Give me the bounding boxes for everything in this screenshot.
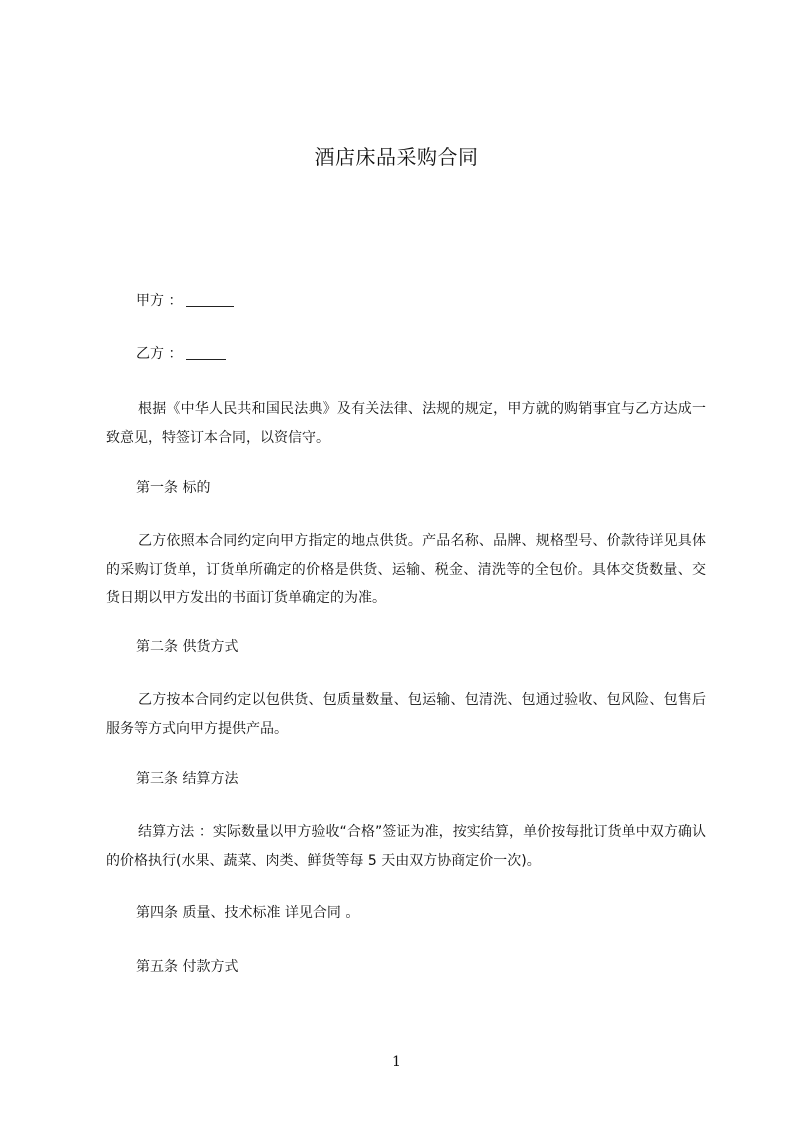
- section-body: 乙方依照本合同约定向甲方指定的地点供货。产品名称、品牌、规格型号、价款待详见具体的采购订货单，订货单所确定的价格是供货、运输、税金、清洗等的全包价。具体交货数量、交货日期以甲方发出的书面订货单确定的为准。: [106, 533, 706, 606]
- section-heading: 第五条 付款方式: [136, 959, 239, 975]
- section-heading: 第一条 标的: [136, 480, 211, 496]
- party-b-line: [106, 340, 736, 368]
- section-heading: 第二条 供货方式: [136, 639, 239, 655]
- party-a-label: 甲方 ：: [136, 293, 183, 309]
- party-a-line: [106, 287, 736, 315]
- intro-paragraph: 根据《中华人民共和国民法典》及有关法律、法规的规定，甲方就的购销事宜与乙方达成一致意见，特签订本合同，以资信守。: [106, 401, 706, 446]
- party-b-blank: [186, 345, 226, 360]
- document-title: 酒店床品采购合同: [314, 145, 479, 169]
- section-body: 结算方法 ：实际数量以甲方验收“合格”签证为准，按实结算，单价按每批订货单中双方确认的价格执行(水果、蔬菜、肉类、鲜货等每 5 天由双方协商定价一次)。: [106, 824, 706, 869]
- section-heading: 第四条 质量、技术标准 详见合同 。: [136, 905, 360, 921]
- party-b-label: 乙方 ：: [136, 346, 183, 362]
- party-a-blank: [186, 292, 234, 307]
- section-body: 乙方按本合同约定以包供货、包质量数量、包运输、包清洗、包通过验收、包风险、包售后服务等方式向甲方提供产品。: [106, 692, 706, 737]
- page-number: 1: [392, 1054, 401, 1070]
- section-heading: 第三条 结算方法: [136, 771, 239, 787]
